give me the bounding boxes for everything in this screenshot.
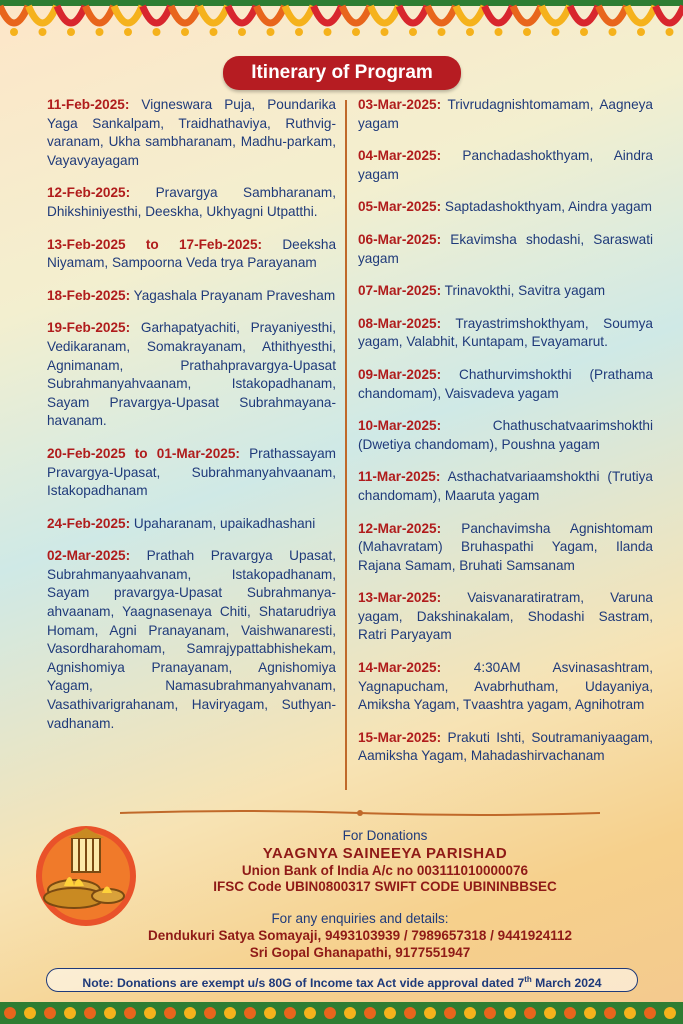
donation-details <box>150 828 620 894</box>
itinerary-entry <box>358 147 653 184</box>
itinerary-entry <box>47 515 336 534</box>
garland-swag <box>171 6 199 23</box>
itinerary-entry <box>47 96 336 170</box>
enquiry-label: For any enquiries and details: <box>271 911 449 926</box>
garland-bead <box>153 28 161 36</box>
entry-text: Vaisvanaratiratram, Varuna yagam, Dakshinakalam, Shodashi Sastram, Ratri Paryayam <box>358 590 653 643</box>
garland-bead <box>438 28 446 36</box>
garland-swag <box>513 6 541 23</box>
entry-date: 18-Feb-2025: <box>47 287 131 303</box>
border-flower <box>424 1007 436 1019</box>
entry-text: Prathah Pravargya Upasat, Subrahmanyaahvanam, Istakopadhanam, Sayam pravargya-Upasat Subrahmanya-ahvaanam, Yaagnasenaya Chiti, Shatarudriya Homam, Agni Pranayanam, Vaishwanaresti, Vasordharahomam, Samrajypattabhishekam, Agnishomiya Pranayanam, Agnishomiya Yagam, Namasubrahmanyahvanam, Vasathivarigrahanam, Haviryagam, Suthyan-vadhanam. <box>47 548 336 731</box>
border-flower <box>484 1007 496 1019</box>
garland-bead <box>96 28 104 36</box>
entry-date: 11-Feb-2025: <box>47 97 130 112</box>
border-flower <box>324 1007 336 1019</box>
itinerary-entry <box>358 315 653 352</box>
entry-text: Upaharanam, upaikadhashani <box>130 515 316 531</box>
garland-bead <box>39 28 47 36</box>
garland-bead <box>609 28 617 36</box>
entry-text: Garhapatyachiti, Prayaniyesthi, Vedikaranam, Somakrayanam, Athithyesthi, Agnimanam, Prathahpravargya-Upasat Subrahmanyahvaanam, Istakopadhanam, Sayam Pravargya-Upasat Subrahmayana-havanam. <box>47 320 336 429</box>
entry-text: Trinavokthi, Savitra yagam <box>441 283 606 299</box>
garland-swag <box>570 6 598 23</box>
entry-text: Deeksha Niyamam, Sampoorna Veda trya Parayanam <box>47 236 337 271</box>
garland-swag <box>228 6 256 23</box>
border-flower <box>364 1007 376 1019</box>
border-flower <box>544 1007 556 1019</box>
entry-text: 4:30AM Asvinasashtram, Yagnapucham, Avabrhutham, Udayaniya, Amiksha Yagam, Tvaashtra yagam, Agnihotram <box>358 660 653 713</box>
garland-swag <box>314 6 342 23</box>
border-flower <box>564 1007 576 1019</box>
garland-swag <box>257 6 285 23</box>
entry-text: Chathuschatvaarimshokthi (Dwetiya chandomam), Poushna yagam <box>358 418 653 452</box>
garland-bead <box>352 28 360 36</box>
note-text: Note: Donations are exempt u/s 80G of Income tax Act vide approval dated 7 <box>82 976 525 991</box>
note-superscript: th <box>524 975 532 984</box>
garland-swag <box>599 6 627 23</box>
garland-bead <box>580 28 588 36</box>
garland-bead <box>124 28 132 36</box>
border-flower <box>444 1007 456 1019</box>
border-flower <box>104 1007 116 1019</box>
enquiry-details <box>60 911 660 960</box>
garland-bead <box>67 28 75 36</box>
entry-date: 06-Mar-2025: <box>358 231 442 247</box>
border-flower <box>4 1007 16 1019</box>
itinerary-entry <box>47 287 336 306</box>
garland-bead <box>324 28 332 36</box>
border-flower <box>44 1007 56 1019</box>
border-flower <box>224 1007 236 1019</box>
entry-date: 12-Mar-2025: <box>358 520 442 536</box>
entry-text: Asthachatvariaamshokthi (Trutiya chandomam), Maaruta yagam <box>358 469 653 503</box>
entry-date: 08-Mar-2025: <box>358 315 442 331</box>
border-flower <box>524 1007 536 1019</box>
border-flower <box>384 1007 396 1019</box>
entry-date: 09-Mar-2025: <box>358 366 442 382</box>
garland-bead <box>466 28 474 36</box>
border-flower <box>264 1007 276 1019</box>
entry-date: 14-Mar-2025: <box>358 660 442 676</box>
garland-bead <box>181 28 189 36</box>
border-flower <box>164 1007 176 1019</box>
entry-date: 24-Feb-2025: <box>47 515 131 531</box>
garland-swag <box>143 6 171 23</box>
border-flower <box>124 1007 136 1019</box>
entry-date: 13-Feb-2025 to 17-Feb-2025: <box>47 236 263 252</box>
itinerary-entry <box>358 96 653 133</box>
border-flower <box>504 1007 516 1019</box>
itinerary-entry <box>47 184 336 221</box>
organization-name: YAAGNYA SAINEEYA PARISHAD <box>262 845 508 862</box>
itinerary-left-column <box>47 96 336 747</box>
border-flower <box>144 1007 156 1019</box>
column-divider <box>345 100 347 790</box>
entry-text: Ekavimsha shodashi, Saraswati yagam <box>358 231 653 266</box>
entry-date: 15-Mar-2025: <box>358 729 442 745</box>
border-flower <box>64 1007 76 1019</box>
entry-date: 02-Mar-2025: <box>47 548 131 564</box>
itinerary-right-column <box>358 96 653 780</box>
garland-bead <box>381 28 389 36</box>
garland-bead <box>295 28 303 36</box>
border-flower <box>84 1007 96 1019</box>
garland-swag <box>456 6 484 23</box>
garland-swag <box>285 6 313 23</box>
garland-swag <box>200 6 228 23</box>
tax-exemption-note <box>46 968 638 992</box>
garland-bead <box>10 28 18 36</box>
entry-date: 12-Feb-2025: <box>47 185 131 201</box>
garland-bead <box>267 28 275 36</box>
garland-swag <box>86 6 114 23</box>
entry-text: Pravargya Sambharanam, Dhikshiniyesthi, Deeskha, Ukhyagni Utpatthi. <box>47 185 336 219</box>
entry-text: Panchavimsha Agnishtomam (Mahavratam) Bruhaspathi Yagam, Ilanda Rajana Samam, Bruhati Samsanam <box>358 520 653 573</box>
entry-text: Yagashala Prayanam Pravesham <box>130 287 336 303</box>
border-flower <box>344 1007 356 1019</box>
garland-bead <box>523 28 531 36</box>
entry-date: 19-Feb-2025: <box>47 320 131 336</box>
border-flower <box>644 1007 656 1019</box>
itinerary-entry <box>358 231 653 268</box>
entry-text: Trayastrimshokthyam, Soumya yagam, Valabhit, Kuntapam, Evayamarut. <box>358 315 653 350</box>
garland-swag <box>342 6 370 23</box>
garland-swag <box>627 6 655 23</box>
garland-bead <box>637 28 645 36</box>
entry-date: 20-Feb-2025 to 01-Mar-2025: <box>47 445 240 461</box>
entry-date: 04-Mar-2025: <box>358 148 442 164</box>
itinerary-entry <box>47 445 336 501</box>
section-divider <box>120 808 600 818</box>
garland-bead <box>238 28 246 36</box>
entry-date: 07-Mar-2025: <box>358 283 442 299</box>
garland-swag <box>0 6 28 23</box>
entry-text: Prakuti Ishti, Soutramaniyaagam, Aamiksha Yagam, Mahadashirvachanam <box>358 729 653 764</box>
border-flower <box>204 1007 216 1019</box>
itinerary-entry <box>358 729 653 766</box>
border-flower <box>184 1007 196 1019</box>
decorative-border-bottom <box>0 1002 683 1024</box>
itinerary-entry <box>47 236 336 273</box>
contact-secondary: Sri Gopal Ghanapathi, 9177551947 <box>249 945 471 960</box>
entry-text: Chathurvimshokthi (Prathama chandomam), Vaisvadeva yagam <box>358 366 653 401</box>
contact-primary: Dendukuri Satya Somayaji, 9493103939 / 7989657318 / 9441924112 <box>147 928 573 943</box>
itinerary-entry <box>358 520 653 576</box>
border-flower <box>624 1007 636 1019</box>
entry-text: Prathassayam Pravargya-Upasat, Subrahmanyahvaanam, Istakopadhanam <box>47 445 336 499</box>
border-flower <box>464 1007 476 1019</box>
border-flower <box>244 1007 256 1019</box>
garland-bead <box>495 28 503 36</box>
itinerary-entry <box>358 366 653 403</box>
bank-account: Union Bank of India A/c no 003111010000076 <box>241 863 529 878</box>
entry-date: 03-Mar-2025: <box>358 97 442 112</box>
itinerary-entry <box>47 547 336 733</box>
border-flower <box>404 1007 416 1019</box>
border-flower <box>604 1007 616 1019</box>
itinerary-entry <box>358 198 653 217</box>
itinerary-entry <box>358 417 653 454</box>
entry-date: 13-Mar-2025: <box>358 590 442 606</box>
garland-swag <box>114 6 142 23</box>
itinerary-entry <box>358 659 653 715</box>
garland-bead <box>666 28 674 36</box>
garland-swag <box>371 6 399 23</box>
note-text-end: March 2024 <box>531 976 602 991</box>
entry-text: Vigneswara Puja, Poundarika Yaga Sankalpam, Traidhathaviya, Ruthvig-varanam, Ukha sambharanam, Madhu-parkam, Vayavyayagam <box>47 97 336 168</box>
itinerary-entry <box>358 282 653 301</box>
garland-decoration-top <box>0 0 683 48</box>
garland-swag <box>399 6 427 23</box>
entry-date: 05-Mar-2025: <box>358 199 442 215</box>
page-title: Itinerary of Program <box>223 56 461 90</box>
garland-swag <box>29 6 57 23</box>
garland-swag <box>656 6 683 23</box>
border-flower <box>584 1007 596 1019</box>
garland-swag <box>542 6 570 23</box>
itinerary-entry <box>358 589 653 645</box>
itinerary-entry <box>47 319 336 431</box>
garland-swag <box>428 6 456 23</box>
entry-text: Trivrudagnishtomamam, Aagneya yagam <box>358 97 653 131</box>
ifsc-swift-code: IFSC Code UBIN0800317 SWIFT CODE UBININBBSEC <box>213 879 557 894</box>
entry-date: 11-Mar-2025: <box>358 469 441 485</box>
garland-bead <box>210 28 218 36</box>
border-flower <box>664 1007 676 1019</box>
border-flower <box>24 1007 36 1019</box>
border-flower <box>304 1007 316 1019</box>
entry-text: Panchadashokthyam, Aindra yagam <box>358 148 653 182</box>
garland-swag <box>485 6 513 23</box>
garland-swag <box>57 6 85 23</box>
garland-bead <box>552 28 560 36</box>
entry-text: Saptadashokthyam, Aindra yagam <box>441 199 652 215</box>
entry-date: 10-Mar-2025: <box>358 418 442 434</box>
donation-label: For Donations <box>342 828 428 843</box>
itinerary-entry <box>358 468 653 505</box>
border-flower <box>284 1007 296 1019</box>
garland-bead <box>409 28 417 36</box>
